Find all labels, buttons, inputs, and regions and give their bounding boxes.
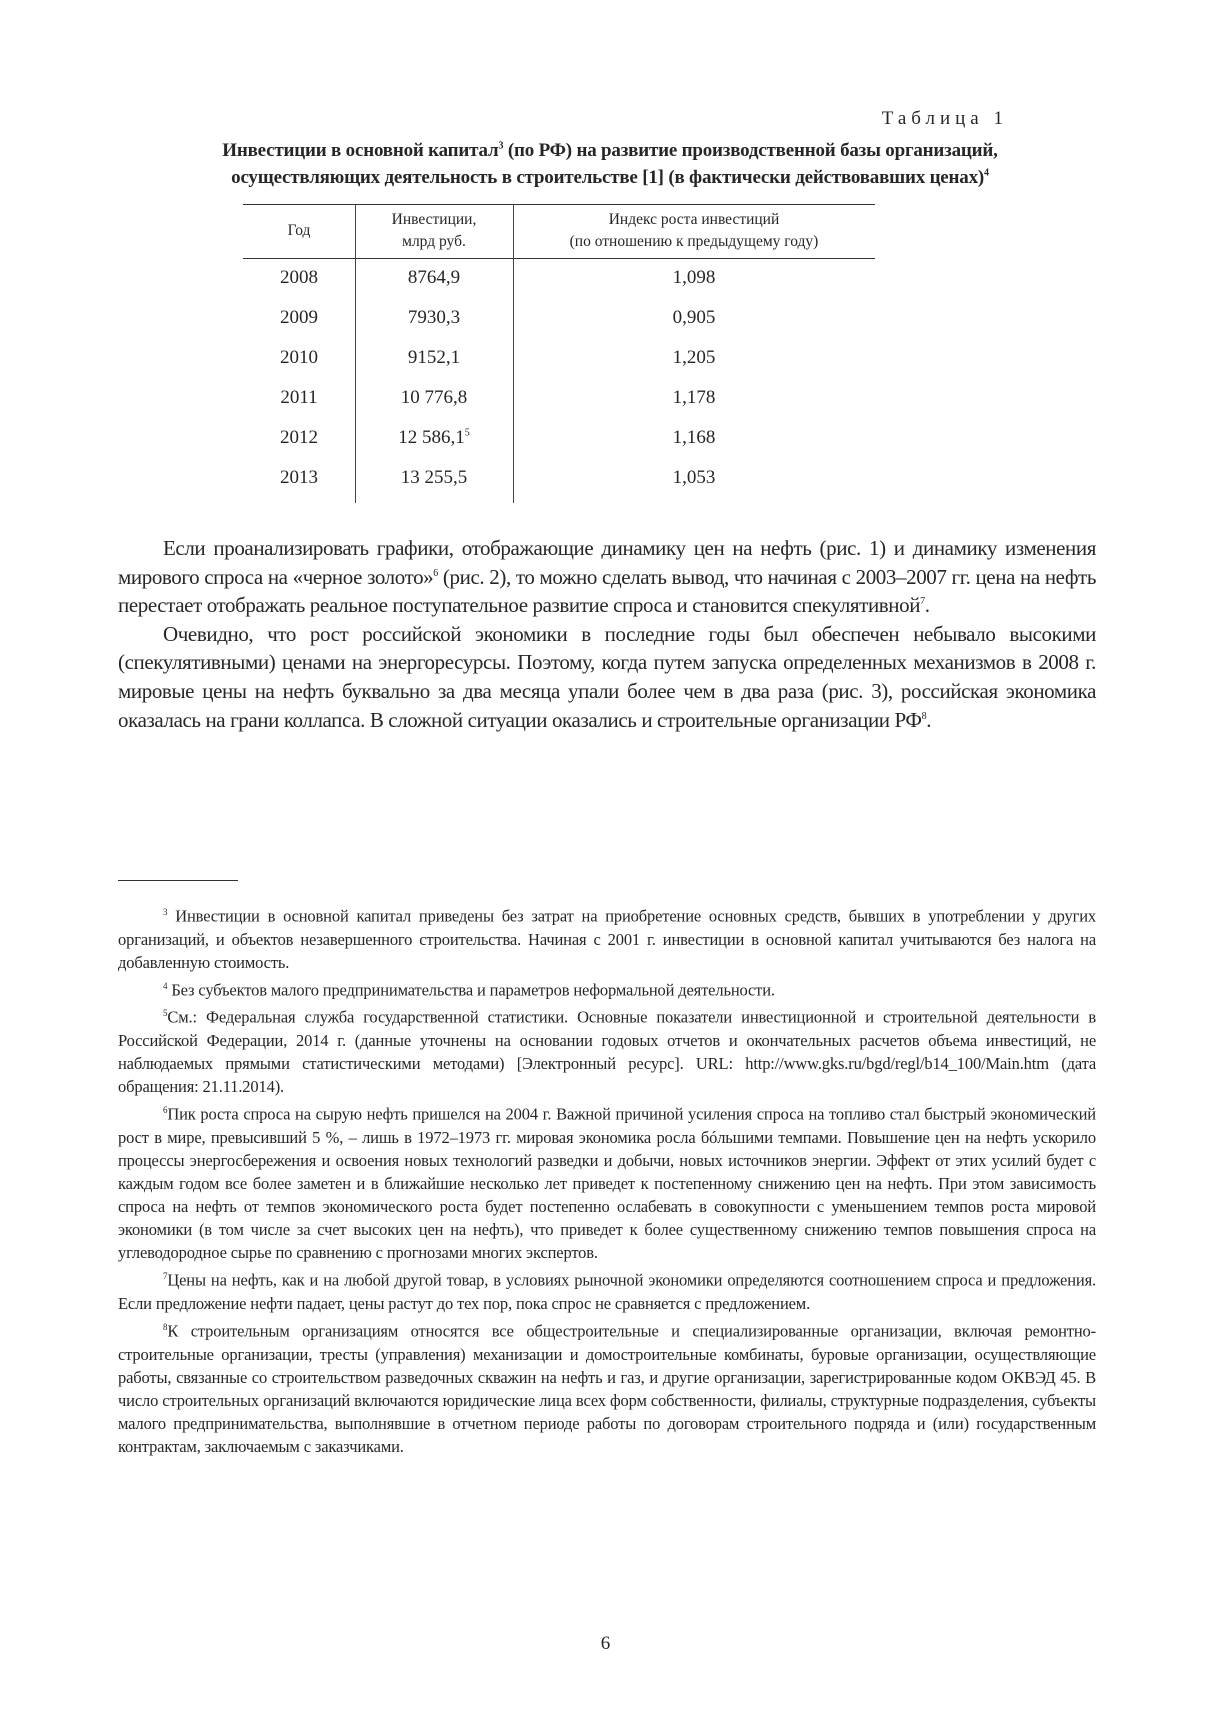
cell-index: 1,098: [672, 267, 716, 288]
cell-investments: [355, 467, 513, 489]
paragraph: [118, 534, 1096, 620]
header-year: Год: [287, 222, 311, 239]
footnote-text: Пик роста спроса на сырую нефть пришелся на 2004 г. Важной причиной усиления спроса на топливо стал быстрый экономический рост в мире, превысивший 5 %, – лишь в 1972–1973 гг. мировая экономика росла бóльшими темпами. Повышение цен на нефть ускорило процессы энергосбережения и освоения новых технологий разведки и добычи, новых источников энергии. Эффект от этих усилий будет с каждым годом все более заметен и в ближайшие несколько лет приведет к постепенному снижению цен на нефть. При этом зависимость спроса на нефть от темпов экономического роста будет постепенно ослабевать в совокупности с уменьшением темпов роста мировой экономики (в том числе за счет высоких цен на нефть), что приведет к более существенному снижению темпов повышения спроса на углеводородное сырье по сравнению с прогнозами многих экспертов.: [118, 1104, 1096, 1263]
header-investments-line2: млрд руб.: [402, 233, 466, 250]
paragraph-text: .: [926, 707, 932, 732]
cell-index: 1,168: [672, 427, 716, 448]
title-text: Инвестиции в основной капитал: [222, 140, 499, 161]
investments-value: 13 255,5: [400, 467, 468, 488]
cell-year: 2009: [280, 307, 318, 328]
footnote-number: 7: [163, 1271, 168, 1282]
table-title-line-1: [110, 137, 1110, 164]
table-label: Таблица 1: [881, 108, 1008, 129]
footnote-4: [118, 975, 1096, 1002]
body-text: [118, 534, 1096, 734]
header-investments-line1: Инвестиции,: [391, 211, 477, 228]
cell-index: 1,205: [672, 347, 716, 368]
cell-investments: [355, 307, 513, 329]
footnote-number: 8: [163, 1322, 168, 1333]
paragraph-text: .: [924, 593, 930, 618]
cell-investments: [355, 387, 513, 409]
table-title: [110, 137, 1110, 191]
footnote-number: 3: [163, 907, 168, 917]
footnote-ref[interactable]: 7: [920, 596, 925, 608]
header-index-line1: Индекс роста инвестиций: [608, 211, 780, 228]
title-text: (по РФ) на развитие производственной базы организаций,: [503, 140, 998, 161]
footnote-ref[interactable]: 5: [464, 427, 470, 439]
footnote-text: Инвестиции в основной капитал приведены без затрат на приобретение основных средств, бывших в употреблении у других организаций, и объектов незавершенного строительства. Начиная с 2001 г. инвестиции в основной капитал учитываются без налога на добавленную стоимость.: [118, 906, 1096, 972]
cell-year: 2013: [280, 467, 318, 488]
investments-value: 7930,3: [407, 307, 461, 328]
header-investments: [355, 209, 513, 253]
footnote-text: Цены на нефть, как и на любой другой товар, в условиях рыночной экономики определяются соотношением спроса и предложения. Если предложение нефти падает, цены растут до тех пор, пока спрос не сравняется с предложением.: [118, 1270, 1096, 1313]
cell-investments: [355, 427, 513, 449]
header-index-line2: (по отношению к предыдущему году): [569, 233, 819, 250]
footnote-number: 5: [163, 1008, 168, 1019]
paragraph-text: Очевидно, что рост российской экономики в последние годы был обеспечен небывало высокими (спекулятивными) ценами на энергоресурсы. Поэтому, когда путем запуска определенных механизмов в 2008 г. мировые цены на нефть буквально за два месяца упали более чем в два раза (рис. 3), российская экономика оказалась на грани коллапса. В сложной ситуации оказались и строительные организации РФ: [118, 621, 1096, 732]
footnote-number: 4: [163, 980, 168, 991]
footnote-6: [118, 1099, 1096, 1264]
investments-value: 9152,1: [407, 347, 461, 368]
cell-year: 2011: [280, 387, 318, 408]
footnote-text: К строительным организациям относятся все общестроительные и специализированные организации, включая ремонтно-строительные организации, тресты (управления) механизации и домостроительные комбинаты, буровые организации, осуществляющие работы, связанные со строительством разведочных скважин на нефть и газ, и другие организации, зарегистрированные кодом ОКВЭД 45. В число строительных организаций включаются юридические лица всех форм собственности, филиалы, структурные подразделения, субъекты малого предпринимательства, выполнявшие в отчетном периоде работы по договорам строительного подряда и (или) государственным контрактам, заключаемым с заказчиками.: [118, 1321, 1096, 1457]
footnote-text: Без субъектов малого предпринимательства и параметров неформальной деятельности.: [167, 980, 775, 1000]
cell-year: 2012: [280, 427, 318, 448]
cell-index: 1,178: [672, 387, 716, 408]
cell-investments: [355, 267, 513, 289]
cell-investments: [355, 347, 513, 369]
investments-value: 10 776,8: [400, 387, 468, 408]
header-index: [513, 209, 875, 253]
footnote-separator: [118, 880, 238, 881]
footnote-text: См.: Федеральная служба государственной статистики. Основные показатели инвестиционной и строительной деятельности в Российской Федерации, 2014 г. (данные уточнены на основании годовых отчетов и окончательных расчетов объема инвестиций, не наблюдаемых прямыми статистическими методами) [Электронный ресурс]. URL: http://www.gks.ru/bgd/regl/b14_100/Main.htm (дата обращения: 21.11.2014).: [118, 1007, 1096, 1097]
footnote-8: [118, 1316, 1096, 1458]
page-number: 6: [600, 1633, 611, 1654]
table-top-rule: [243, 204, 875, 205]
footnote-5: [118, 1002, 1096, 1098]
footnote-ref[interactable]: 3: [498, 140, 504, 152]
investments-value: 8764,9: [407, 267, 461, 288]
footnote-ref[interactable]: 8: [921, 710, 927, 722]
paragraph-text: (рис. 2), то можно сделать вывод, что начиная с 2003–2007 гг. цена на нефть перестает отображать реальное поступательное развитие спроса и становится спекулятивной: [118, 564, 1096, 618]
footnote-7: [118, 1265, 1096, 1315]
footnotes: [118, 901, 1096, 1459]
table-title-line-2: [110, 164, 1110, 191]
cell-index: 0,905: [672, 307, 716, 328]
footnote-number: 6: [163, 1105, 168, 1116]
footnote-3: [118, 901, 1096, 974]
cell-year: 2008: [280, 267, 318, 288]
cell-index: 1,053: [672, 467, 716, 488]
footnote-ref[interactable]: 4: [984, 167, 989, 179]
investments-value: 12 586,1: [398, 427, 465, 448]
paragraph-text: Если проанализировать графики, отображающие динамику цен на нефть (рис. 1) и динамику изменения мирового спроса на «черное золото»: [118, 536, 1096, 589]
cell-year: 2010: [280, 347, 318, 368]
title-text: осуществляющих деятельность в строительстве [1] (в фактически действовавших ценах): [231, 167, 985, 188]
footnote-ref[interactable]: 6: [433, 567, 438, 579]
table-header-rule: [243, 258, 875, 259]
paragraph: [118, 620, 1096, 734]
